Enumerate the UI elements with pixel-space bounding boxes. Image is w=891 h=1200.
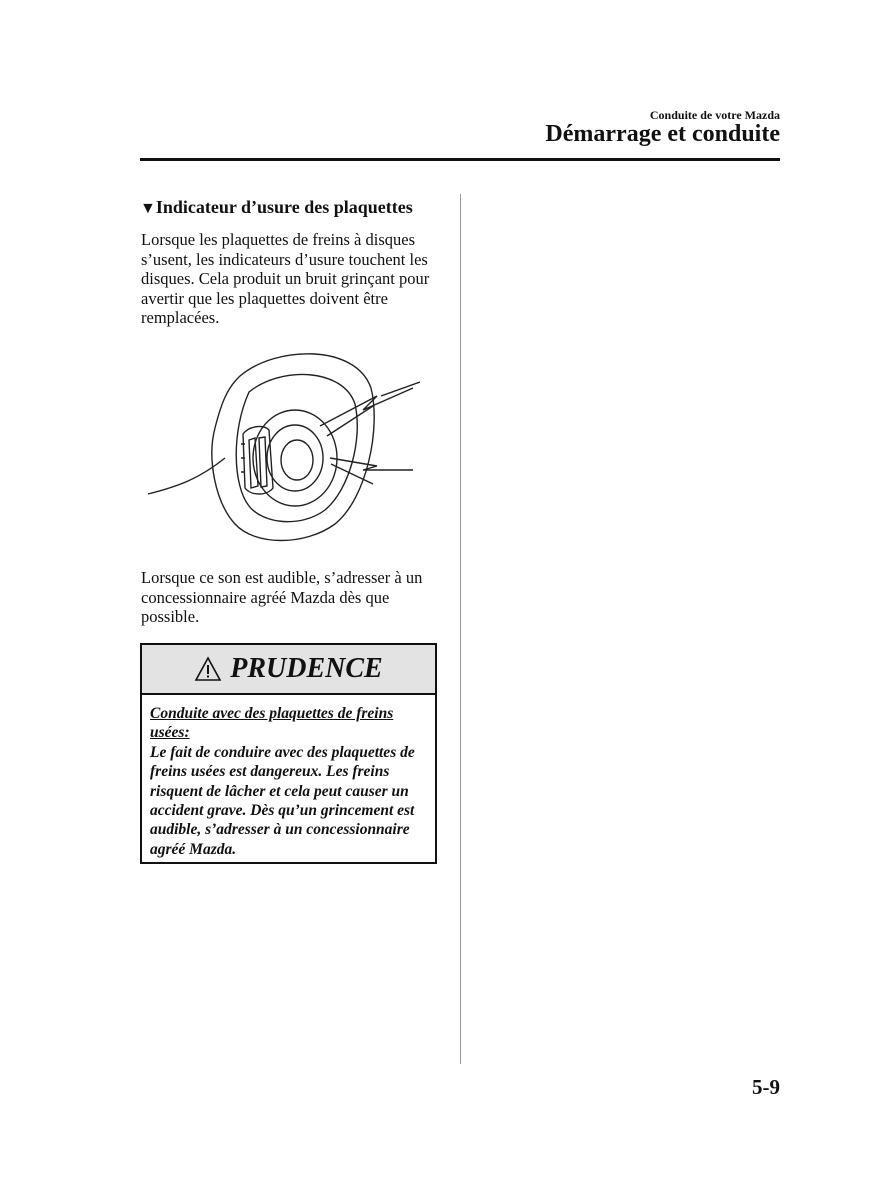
column-divider	[460, 194, 461, 1064]
caution-header	[142, 645, 435, 695]
warning-triangle-icon	[194, 656, 222, 682]
caution-box	[140, 643, 437, 864]
caution-text: Le fait de conduire avec des plaquettes de freins usées est dangereux. Les freins risquent de lâcher et cela peut causer un accident grave. Dès qu’un grincement est audible, s’adresser à un concessionnaire agréé Mazda.	[150, 743, 415, 858]
paragraph-contact-dealer: Lorsque ce son est audible, s’adresser à un concessionnaire agréé Mazda dès que possible.	[141, 568, 423, 627]
caution-title: PRUDENCE	[230, 653, 383, 684]
header-rule	[140, 158, 780, 161]
section-title: Démarrage et conduite	[545, 121, 780, 147]
subsection-heading-text: Indicateur d’usure des plaquettes	[155, 197, 413, 217]
page-number: 5-9	[752, 1075, 780, 1099]
triangle-marker-icon: ▼	[140, 200, 156, 217]
caution-subtitle: Conduite avec des plaquettes de freins usées:	[150, 705, 394, 742]
brake-pad-wear-indicator-icon	[145, 348, 420, 548]
paragraph-wear-indicator: Lorsque les plaquettes de freins à disques s’usent, les indicateurs d’usure touchent les disques. Cela produit un bruit grinçant pour avertir que les plaquettes doivent être remplacées.	[141, 230, 430, 328]
caution-body	[142, 695, 435, 859]
subsection-heading	[140, 197, 450, 218]
brake-illustration	[145, 348, 420, 548]
chapter-header: Conduite de votre Mazda	[649, 108, 780, 122]
